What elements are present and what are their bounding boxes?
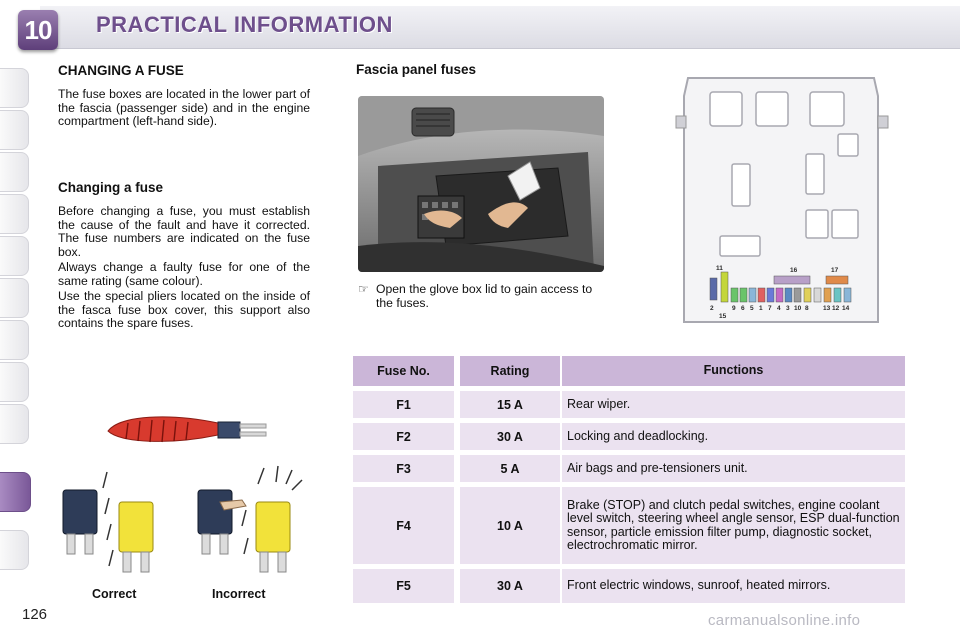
fuse-label: 4 [777,305,781,312]
chapter-badge: 10 [18,10,58,50]
fuse-rating: 15 A [460,391,560,418]
fuse-number: F5 [353,569,454,603]
chapter-tab[interactable] [0,236,29,276]
fuse-function: Locking and deadlocking. [562,423,905,450]
fuse-box-diagram [674,72,892,328]
fuse-label: 8 [805,305,809,312]
fuse-number: F4 [353,487,454,564]
fuse-number: F1 [353,391,454,418]
chapter-tab[interactable] [0,110,29,150]
fuse-number: F3 [353,455,454,482]
fuse-label: 9 [732,305,736,312]
paragraph-before: Before changing a fuse, you must establish the cause of the fault and have it corrected. The fuse numbers are indicated on the fuse box. [58,204,310,259]
fuse-label: 11 [716,265,723,272]
section-heading-changing-fuse: CHANGING A FUSE [58,63,184,78]
correct-fuse-illustration [55,462,175,582]
paragraph-always: Always change a faulty fuse for one of the same rating (same colour). [58,260,310,288]
fuse-rating: 30 A [460,569,560,603]
caption-correct: Correct [92,587,137,601]
chapter-tab[interactable] [0,68,29,108]
fuse-label: 13 [823,305,831,312]
chapter-tab[interactable] [0,278,29,318]
fuse-function: Rear wiper. [562,391,905,418]
fuse-label: 15 [719,313,727,320]
fuse-label: 3 [786,305,790,312]
chapter-tab[interactable] [0,320,29,360]
instruction-bullet [358,283,608,310]
fuse-number: F2 [353,423,454,450]
chapter-tab[interactable] [0,194,29,234]
page-header [0,0,960,56]
section-heading-fascia: Fascia panel fuses [356,62,477,77]
watermark: carmanualsonline.info [708,612,861,629]
column-header: Rating [460,356,560,386]
caption-incorrect: Incorrect [212,587,266,601]
fuse-label: 1 [759,305,763,312]
incorrect-fuse-illustration [190,462,310,582]
fuse-function: Air bags and pre-tensioners unit. [562,455,905,482]
fuse-rating: 5 A [460,455,560,482]
table-header-row [353,356,905,386]
fuse-label: 6 [741,305,745,312]
paragraph-pliers: Use the special pliers located on the inside of the fasca fuse box cover, this support also contains the spare fuses. [58,289,310,331]
chapter-tabs [0,60,30,580]
table-row [353,455,905,482]
fuse-function: Brake (STOP) and clutch pedal switches, engine coolant level switch, steering wheel angle sensor, ESP dual-function sensor, particle emission filter pump, diagnostic socket, electrochromatic mirror. [562,487,905,564]
chapter-tab[interactable] [0,362,29,402]
page-number: 126 [22,606,48,623]
fuse-rating: 10 A [460,487,560,564]
chapter-tab[interactable] [0,404,29,444]
glove-box-photo [358,96,604,272]
chapter-tab[interactable] [0,530,29,570]
fuse-label: 5 [750,305,754,312]
pointing-hand-icon: ☞ [358,282,369,296]
fuse-rating: 30 A [460,423,560,450]
section-heading-changing: Changing a fuse [58,180,164,195]
fuse-label: 2 [710,305,714,312]
fuse-label: 14 [842,305,850,312]
chapter-tab-active[interactable] [0,472,31,512]
instruction-text: Open the glove box lid to gain access to the fuses. [376,282,593,310]
table-row [353,487,905,564]
fuse-label: 7 [768,305,772,312]
column-header: Fuse No. [353,356,454,386]
page-title: PRACTICAL INFORMATION [96,12,393,37]
fuse-function: Front electric windows, sunroof, heated mirrors. [562,569,905,603]
chapter-tab[interactable] [0,152,29,192]
table-row [353,569,905,603]
fuse-pliers-illustration [100,405,270,465]
fuse-label: 16 [790,267,798,274]
fuse-label: 10 [794,305,802,312]
column-header: Functions [562,356,905,386]
fuse-label: 12 [832,305,840,312]
table-row [353,391,905,418]
intro-paragraph: The fuse boxes are located in the lower part of the fascia (passenger side) and in the engine compartment (left-hand side). [58,87,310,129]
table-row [353,423,905,450]
fuse-label: 17 [831,267,839,274]
